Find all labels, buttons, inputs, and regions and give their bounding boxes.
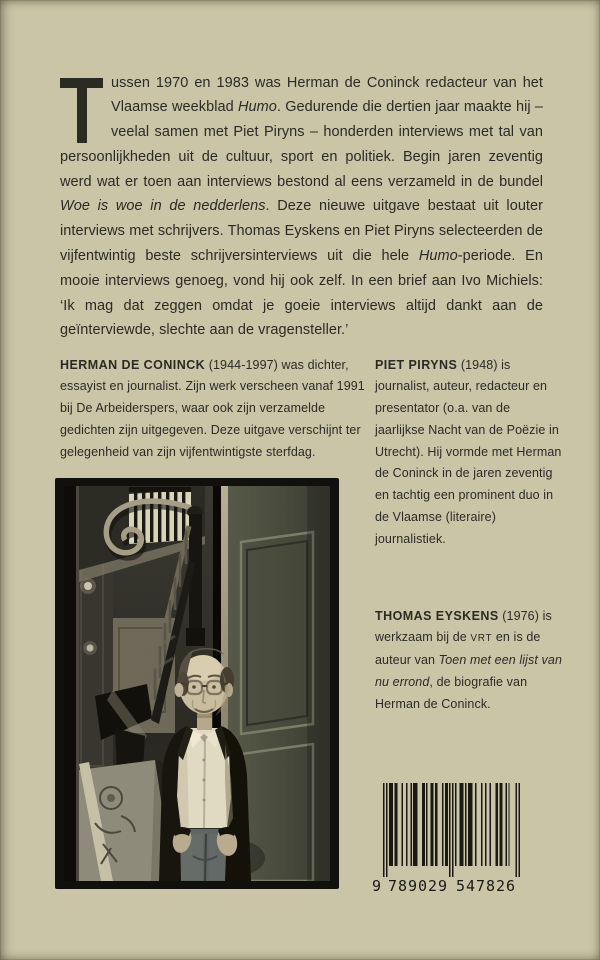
- magazine-title: Humo: [418, 248, 458, 265]
- intro-text: . Deze nieuwe uitgave bestaat uit louter interviews met schrijvers. Thomas Eyskens en Piet Piryns selecteerden de vijfentwintig beste schrijversinterviews uit die hele: [60, 198, 544, 265]
- barcode-bar: [406, 783, 407, 866]
- biography-title: Toen met een lijst van nu errond: [375, 653, 562, 689]
- barcode-bar: [505, 783, 506, 866]
- bio-name: THOMAS EYSKENS: [375, 608, 499, 623]
- magazine-title: Humo: [237, 99, 277, 116]
- barcode-bar: [389, 783, 393, 866]
- bio-thomas-eyskens: [375, 606, 573, 716]
- barcode-bar: [475, 783, 476, 866]
- barcode-bar: [495, 783, 498, 866]
- barcode-bar: [490, 783, 491, 866]
- barcode-bar: [395, 783, 398, 866]
- barcode-bar: [465, 783, 466, 866]
- barcode-bar: [386, 783, 387, 877]
- author-photo: [55, 478, 339, 889]
- barcode-bar: [383, 783, 384, 877]
- barcode-left-digits: 789029: [388, 877, 447, 895]
- bio-text: (1944-1997) was dichter, essayist en journalist. Zijn werk verscheen vanaf 1991 bij De Arbeiderspers, waar ook zijn verzamelde gedichten zijn uitgegeven. Deze uitgave verschijnt ter gelegenheid van zijn vijfentwintigste sterfdag.: [60, 357, 365, 459]
- barcode-right-digits: 547826: [456, 877, 515, 895]
- bio-text: (1976) is werkzaam bij de: [375, 608, 552, 645]
- barcode-bar: [459, 783, 463, 866]
- barcode-bar: [435, 783, 438, 866]
- intro-paragraph: [60, 71, 543, 344]
- barcode-bar: [515, 783, 516, 877]
- broadcaster-abbreviation: VRT: [470, 633, 493, 645]
- barcode-bar: [452, 783, 453, 877]
- barcode-bar: [449, 783, 450, 877]
- isbn-barcode: [352, 779, 532, 897]
- barcode-bar: [445, 783, 448, 866]
- bio-text: en is de auteur van: [375, 630, 541, 668]
- barcode-bar: [426, 783, 427, 866]
- barcode-bar: [518, 783, 519, 877]
- barcode-bar: [485, 783, 486, 866]
- barcode-bar: [422, 783, 425, 866]
- intro-text: -periode. En mooie interviews genoeg, vond hij ook zelf. In een brief aan Ivo Michiels: ‘Ik mag dat zeggen omdat je goeie interviews altijd dankt aan de geïnterviewde, slechte aan de vragensteller.’: [60, 248, 544, 339]
- barcode-bar: [508, 783, 509, 866]
- bio-piet-piryns: [375, 355, 563, 551]
- barcode-bar: [431, 783, 434, 866]
- bio-name: PIET PIRYNS: [375, 357, 458, 372]
- intro-text: ussen 1970 en 1983 was Herman de Coninck redacteur van het Vlaamse weekblad: [111, 74, 543, 116]
- barcode-bar: [455, 783, 456, 866]
- bio-text: , de biografie van Herman de Coninck.: [375, 674, 528, 711]
- bio-name: HERMAN DE CONINCK: [60, 357, 206, 372]
- barcode-bar: [481, 783, 482, 866]
- barcode-bar: [500, 783, 503, 866]
- barcode-bar: [410, 783, 411, 866]
- barcode-lead-digit: 9: [371, 877, 381, 895]
- barcode-bar: [468, 783, 472, 866]
- bundle-title: Woe is woe in de nedderlens: [60, 198, 266, 215]
- bio-text: (1948) is journalist, auteur, redacteur en presentator (o.a. van de jaarlijkse Nacht van de Poëzie in Utrecht). Hij vormde met Herman de Coninck in de jaren zeventig en tachtig een prominent duo in de Vlaamse (literaire) journalistiek.: [375, 357, 562, 546]
- dropcap-letter: [60, 78, 104, 143]
- barcode-bar: [442, 783, 443, 866]
- barcode-bar: [413, 783, 417, 866]
- intro-text: . Gedurende die dertien jaar maakte hij – veelal samen met Piet Piryns – honderden interviews met tal van persoonlijkheden uit de cultuur, sport en politiek. Begin jaren zeventig werd wat er toen aan interviews bestond al eens verzameld in de bundel: [60, 99, 543, 190]
- bio-herman-de-coninck: [60, 355, 378, 464]
- barcode-bar: [402, 783, 403, 866]
